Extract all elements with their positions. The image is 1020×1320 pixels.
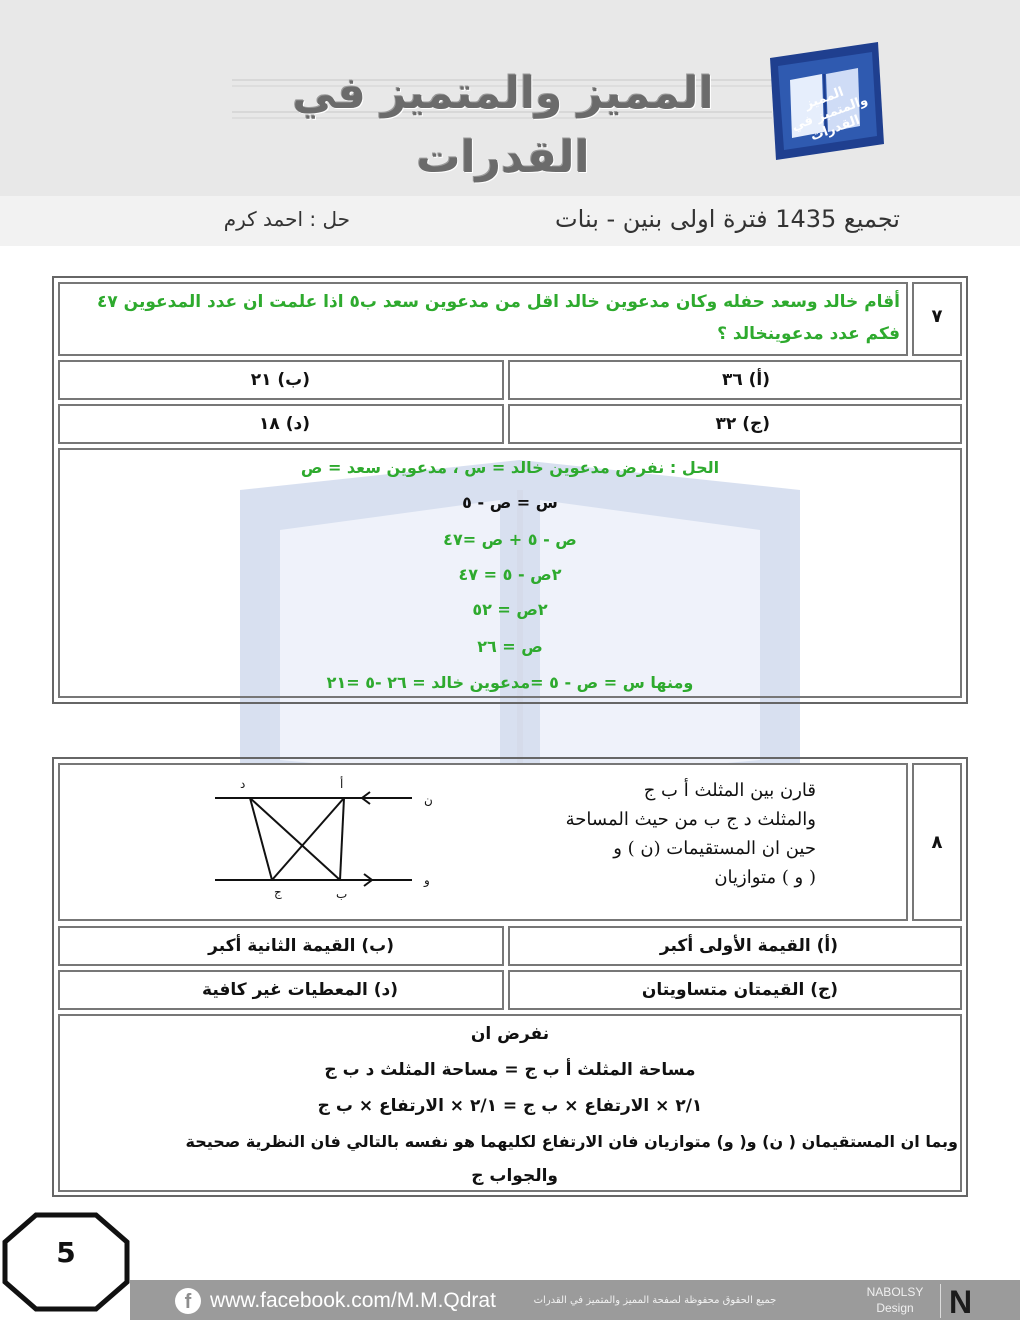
q8-question-text <box>560 776 816 892</box>
q7-option-a[interactable]: (أ) ٣٦ <box>721 370 770 390</box>
q8-question-line: قارن بين المثلث أ ب ج <box>643 780 816 801</box>
q8-number: ٨ <box>931 832 943 853</box>
q7-solution-line: ٢ص - ٥ = ٤٧ <box>458 565 562 584</box>
q7-solution-line: س = ص - ٥ <box>462 493 558 512</box>
q8-option-b[interactable]: (ب) القيمة الثانية أكبر <box>208 936 394 956</box>
q8-solution-line: والجواب ج <box>471 1166 558 1186</box>
q8-option-d[interactable]: (د) المعطيات غير كافية <box>202 980 398 1000</box>
q7-solution-line: ص = ٢٦ <box>477 637 543 656</box>
q7-solution-line: الحل : نفرض مدعوين خالد = س ، مدعوين سعد = ص <box>300 458 720 477</box>
logo-title: المميز والمتميز في القدرات <box>292 68 714 183</box>
q8-question-line: ( و ) متوازيان <box>714 867 816 888</box>
q8-solution-line: وبما ان المستقيمان ( ن) و( و) متوازيان فان الارتفاع لكليهما هو نفسه بالتالي فان النظرية صحيحة <box>185 1132 958 1151</box>
diagram-label-a: أ <box>340 777 344 791</box>
q7-option-b[interactable]: (ب) ٢١ <box>250 370 310 390</box>
q7-solution-line: ص - ٥ + ص =٤٧ <box>443 530 577 549</box>
page-number: 5 <box>56 1236 76 1269</box>
rights-notice: جميع الحقوق محفوظة لصفحة المميز والمتميز في القدرات <box>533 1295 777 1306</box>
q7-solution-line: ٢ص = ٥٢ <box>472 600 548 619</box>
q8-solution-line: ٢/١ × الارتفاع × ب ج = ٢/١ × الارتفاع × ب ج <box>317 1096 703 1116</box>
q7-number: ٧ <box>931 306 943 327</box>
q7-option-c[interactable]: (ج) ٣٢ <box>715 414 770 434</box>
facebook-icon[interactable]: f <box>175 1288 201 1314</box>
design-word: Design <box>876 1301 914 1315</box>
q7-question-text: أقام خالد وسعد حفله وكان مدعوين خالد اقل من مدعوين سعد ب٥ اذا علمت ان عدد المدعوين ٤٧ فكم عدد مدعوينخالد ؟ <box>96 292 900 344</box>
parallel-lines-diagram <box>200 772 460 902</box>
q7-solution-line: ومنها س = ص - ٥ =مدعوين خالد = ٢٦ -٥ =٢١ <box>326 673 694 692</box>
solver-name: حل : احمد كرم <box>223 207 350 231</box>
facebook-url-link[interactable]: www.facebook.com/M.M.Qdrat <box>210 1289 496 1312</box>
q8-question-line: والمثلث د ج ب من حيث المساحة <box>565 809 816 830</box>
q8-solution-line: نفرض ان <box>470 1024 550 1044</box>
q7-option-d[interactable]: (د) ١٨ <box>259 414 310 434</box>
diagram-label-d: د <box>240 777 246 791</box>
design-logo: N <box>940 1284 980 1318</box>
diagram-label-j: ج <box>274 885 282 899</box>
collection-title: تجميع 1435 فترة اولى بنين - بنات <box>555 205 900 233</box>
q8-solution-line: مساحة المثلث أ ب ج = مساحة المثلث د ب ج <box>324 1060 696 1080</box>
q8-option-c[interactable]: (ج) القيمتان متساويتان <box>641 980 838 1000</box>
design-credit <box>855 1284 935 1316</box>
q8-question-line: حين ان المستقيمات (ن ) و <box>613 838 816 859</box>
design-brand: NABOLSY <box>866 1285 924 1299</box>
diagram-label-w: و <box>424 873 430 887</box>
q8-option-a[interactable]: (أ) القيمة الأولى أكبر <box>659 936 838 956</box>
logo-book-text: المميز والمتميز في القدرات <box>789 84 870 145</box>
diagram-label-b: ب <box>336 887 348 901</box>
diagram-label-n: ن <box>424 793 433 807</box>
